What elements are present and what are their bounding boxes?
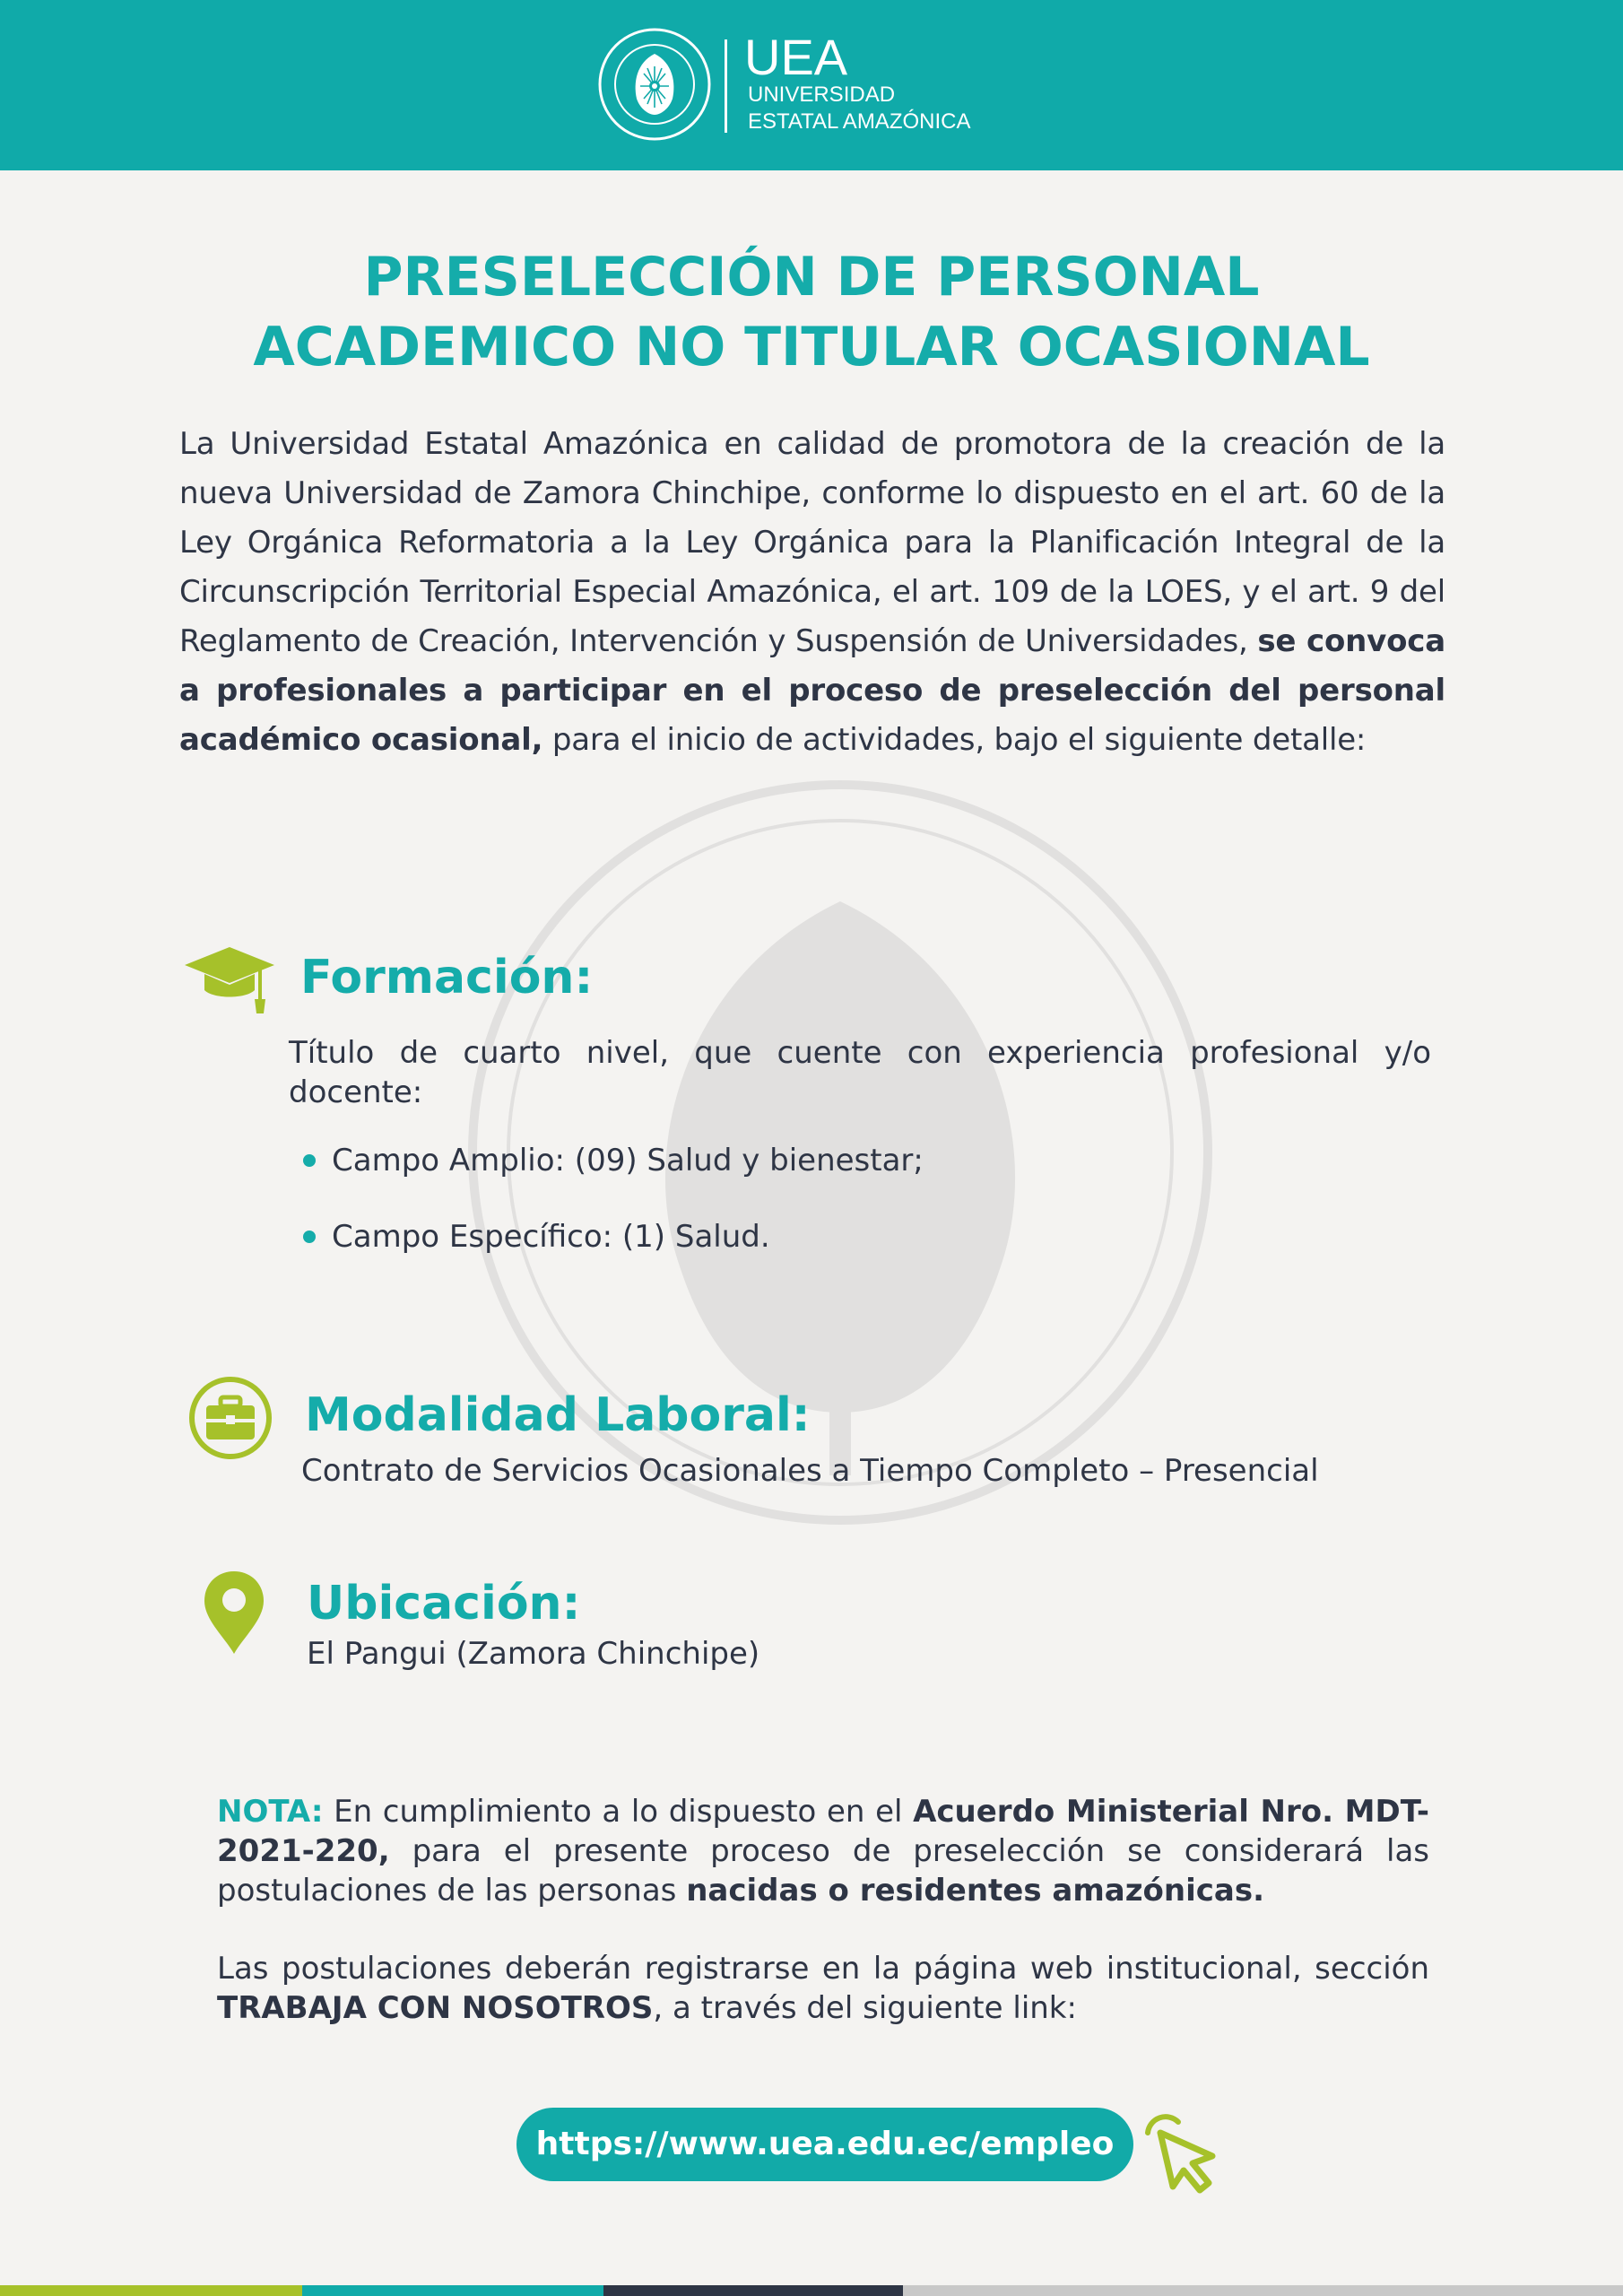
footer-stripe-navy bbox=[603, 2285, 903, 2296]
footer-stripe-grey bbox=[903, 2285, 1623, 2296]
postulaciones-bold: TRABAJA CON NOSOTROS bbox=[217, 1990, 654, 2026]
page-title bbox=[0, 242, 1623, 382]
note-bold-2: nacidas o residentes amazónicas. bbox=[686, 1873, 1264, 1909]
map-pin-icon bbox=[203, 1570, 265, 1656]
intro-text-before: La Universidad Estatal Amazónica en calidad de promotora de la creación de la nueva Universidad de Zamora Chinchipe, conforme lo dispuesto en el art. 60 de la Ley Orgánica Reformatoria a la Ley Orgánica para la Planificación Integral de la Circunscripción Territorial Especial Amazónica, el art. 109 de la LOES, y el art. 9 del Reglamento de Creación, Intervención y Suspensión de Universidades, bbox=[179, 426, 1445, 659]
note-bold-1: Acuerdo Ministerial Nro. MDT-2021-220, bbox=[217, 1794, 1430, 1869]
header-bar bbox=[0, 0, 1623, 170]
employment-link-button[interactable]: https://www.uea.edu.ec/empleo bbox=[516, 2108, 1133, 2181]
intro-text-after: para el inicio de actividades, bajo el siguiente detalle: bbox=[551, 722, 1367, 758]
note-label: NOTA: bbox=[217, 1794, 324, 1830]
ubicacion-title: Ubicación: bbox=[307, 1577, 581, 1631]
formacion-item-1: Campo Amplio: (09) Salud y bienestar; bbox=[332, 1143, 924, 1178]
modalidad-text: Contrato de Servicios Ocasionales a Tiempo Completo – Presencial bbox=[301, 1453, 1319, 1489]
formacion-text: Título de cuarto nivel, que cuente con experiencia profesional y/o docente: bbox=[289, 1035, 1431, 1110]
ubicacion-text: El Pangui (Zamora Chinchipe) bbox=[307, 1636, 760, 1672]
postulaciones-text-2: , a través del siguiente link: bbox=[653, 1990, 1077, 2026]
title-line-2: ACADEMICO NO TITULAR OCASIONAL bbox=[253, 316, 1370, 378]
intro-text-bold: se convoca a profesionales a participar en el proceso de preselección del personal académico ocasional, bbox=[179, 623, 1445, 758]
formacion-item-2: Campo Específico: (1) Salud. bbox=[332, 1219, 770, 1255]
briefcase-icon bbox=[188, 1376, 273, 1460]
bullet-marker bbox=[303, 1231, 316, 1243]
footer-stripe-teal bbox=[302, 2285, 603, 2296]
note-text-2: para el presente proceso de preselección se considerará las postulaciones de las personas bbox=[217, 1833, 1430, 1909]
modalidad-title: Modalidad Laboral: bbox=[305, 1388, 811, 1442]
note-paragraph bbox=[217, 1792, 1429, 1910]
brand-name-line1: UNIVERSIDAD bbox=[748, 83, 896, 107]
footer-stripe-lime bbox=[0, 2285, 302, 2296]
postulaciones-paragraph bbox=[217, 1949, 1429, 2028]
brand-name-line2: ESTATAL AMAZÓNICA bbox=[748, 109, 971, 134]
postulaciones-text-1: Las postulaciones deberán registrarse en la página web institucional, sección bbox=[217, 1951, 1429, 1987]
cursor-click-icon bbox=[1141, 2113, 1227, 2199]
title-line-1: PRESELECCIÓN DE PERSONAL bbox=[363, 246, 1260, 309]
formacion-title: Formación: bbox=[300, 951, 594, 1004]
graduation-cap-icon bbox=[183, 944, 276, 1015]
brand-abbreviation: UEA bbox=[744, 29, 848, 85]
header-divider bbox=[725, 39, 727, 133]
university-seal-logo bbox=[597, 27, 712, 142]
bullet-marker bbox=[303, 1154, 316, 1167]
intro-paragraph bbox=[179, 420, 1445, 765]
note-text-1: En cumplimiento a lo dispuesto en el bbox=[334, 1794, 903, 1830]
